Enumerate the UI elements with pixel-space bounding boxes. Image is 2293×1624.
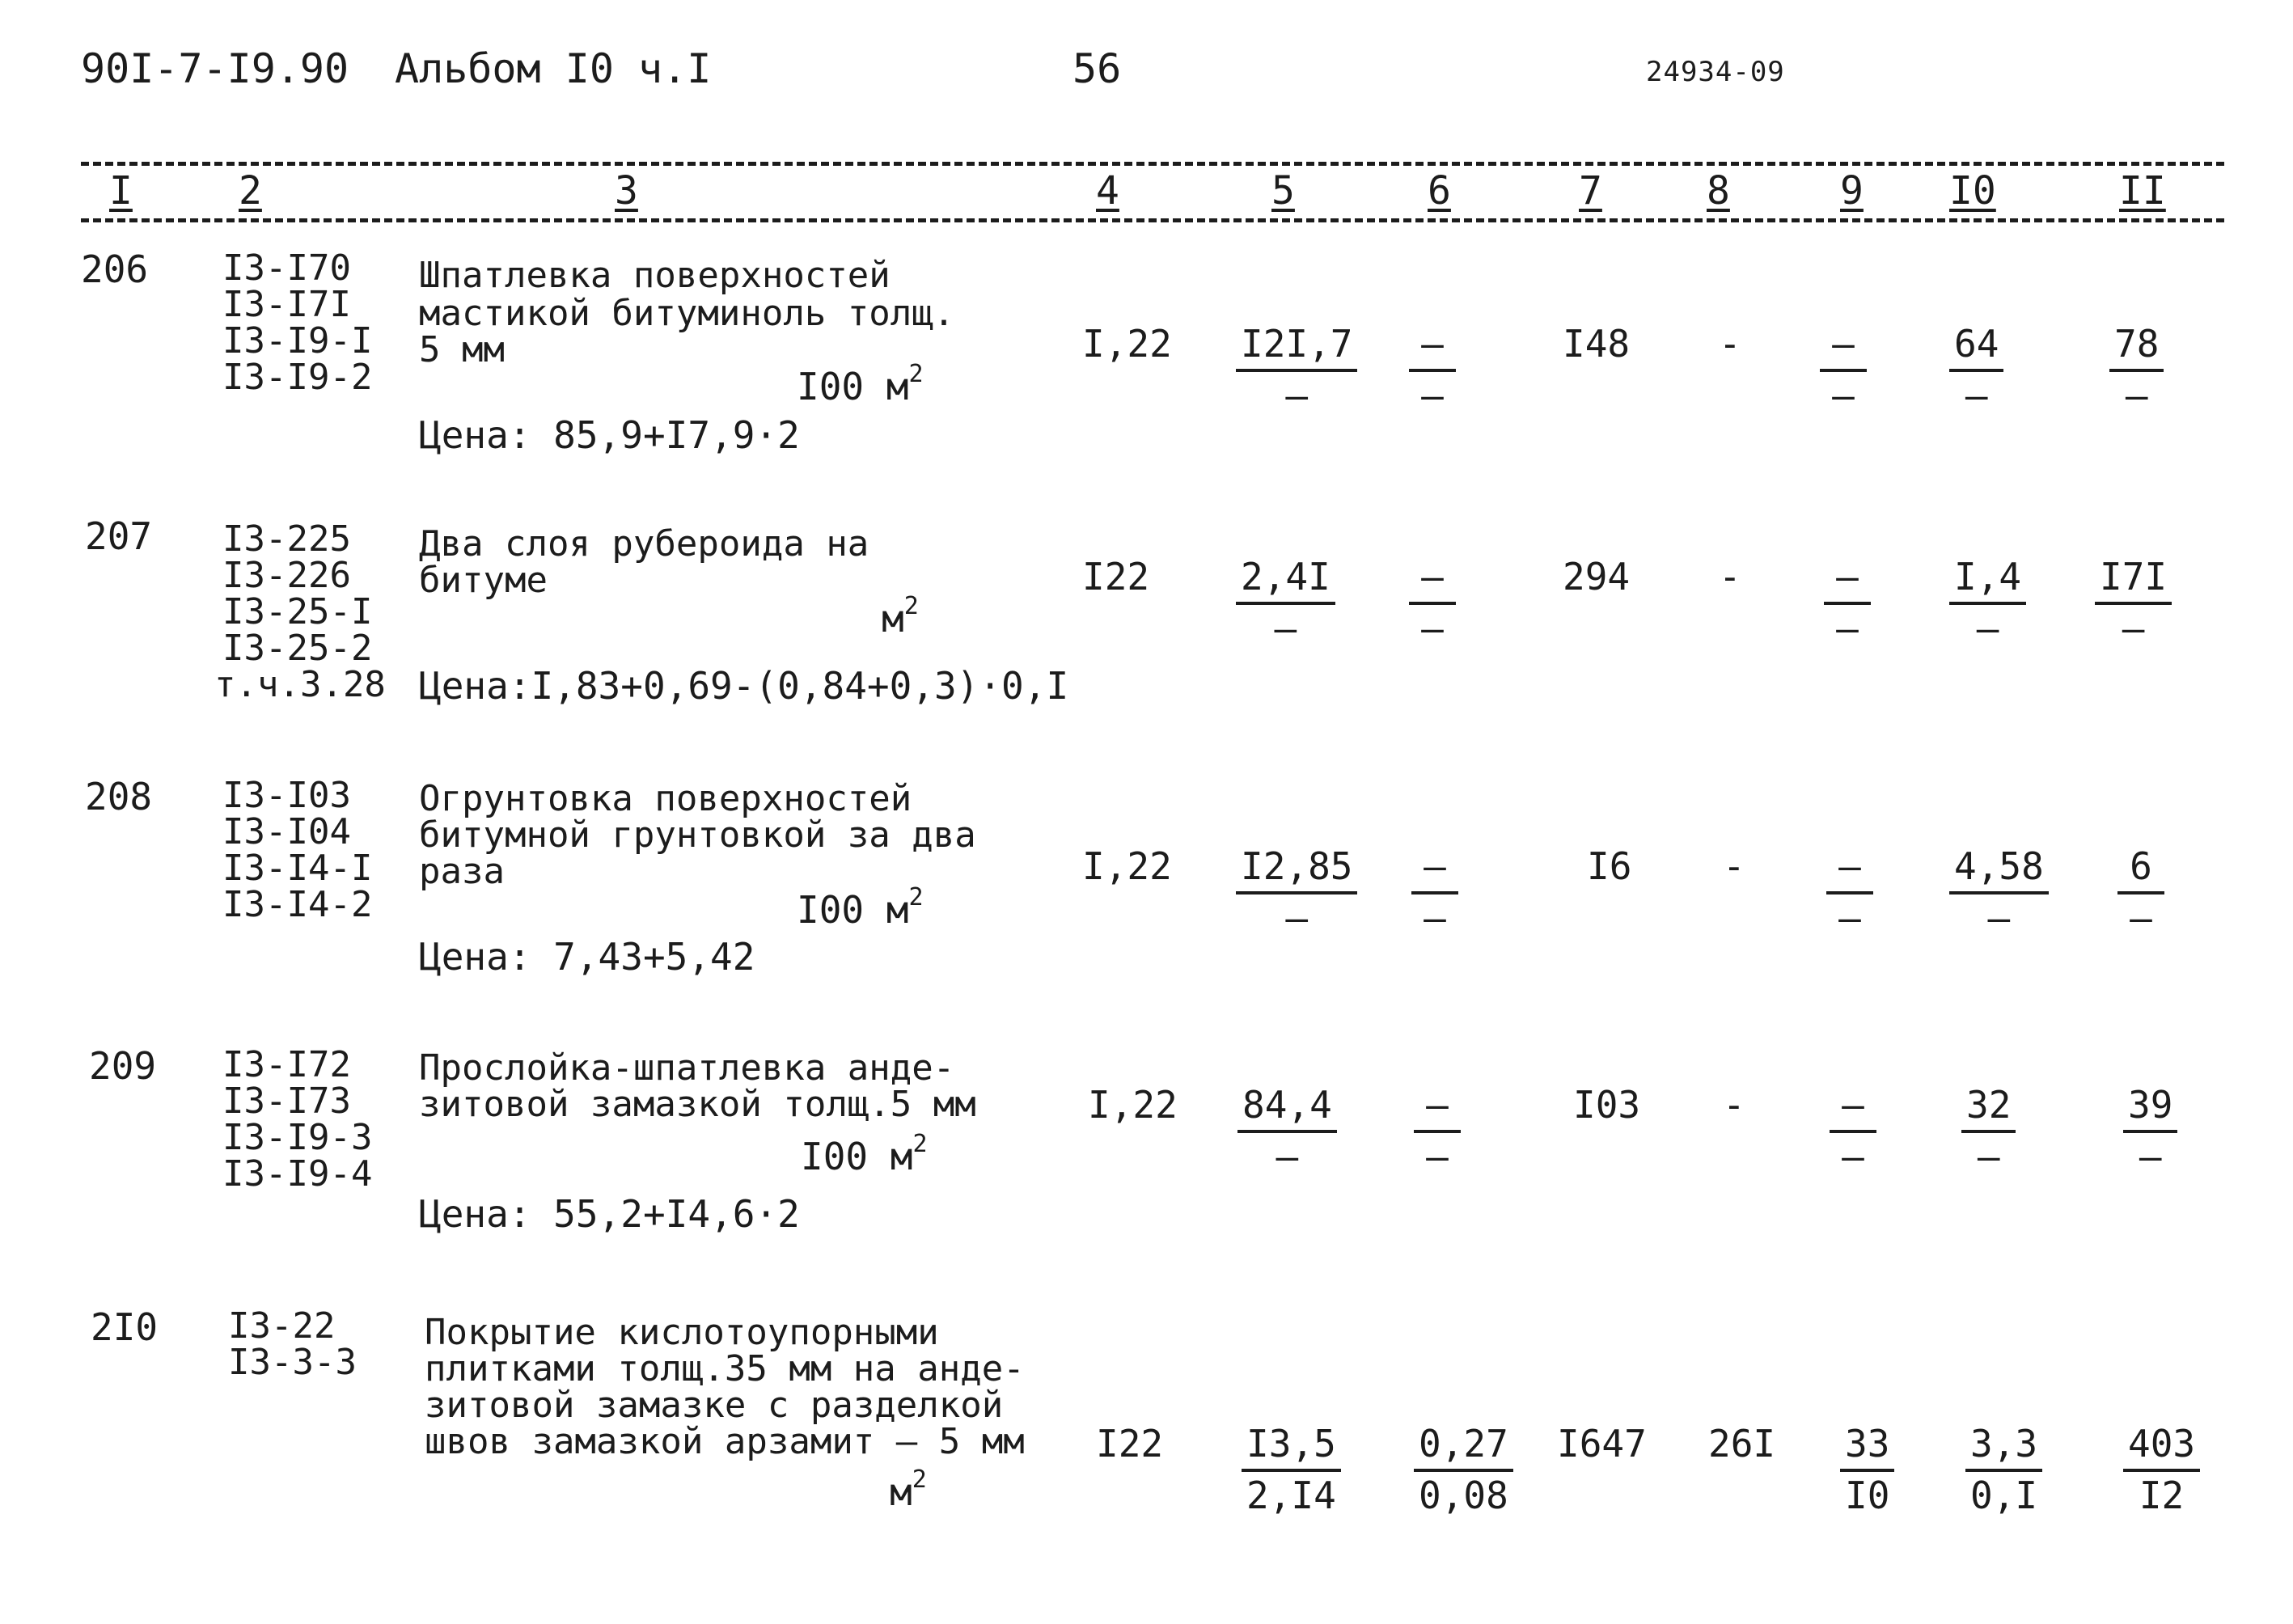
description-line: Прослойка-шпатлевка анде- (419, 1047, 955, 1089)
col8-value: - (1719, 322, 1741, 366)
code: I3-I4-2 (222, 884, 373, 925)
description-line: битумной грунтовкой за два (419, 814, 976, 856)
col7-value: I647 (1557, 1422, 1647, 1465)
col11-fraction: I7I – (2095, 558, 2172, 647)
price-formula: Цена: 85,9+I7,9·2 (419, 413, 800, 457)
col9-fraction: $\frac{33}{I0}$ (1840, 1425, 1894, 1514)
col4-value: I,22 (1082, 844, 1172, 888)
header-rule-bottom (81, 218, 2224, 222)
code: I3-22 (228, 1305, 336, 1347)
unit: $м^2$ (882, 592, 919, 641)
col7-value: 294 (1563, 555, 1631, 598)
code: I3-I72 (222, 1044, 351, 1085)
row-number: 207 (85, 514, 153, 558)
col11-fraction: 39 – (2123, 1086, 2177, 1175)
col10-fraction: 32 – (1961, 1086, 2016, 1175)
code: I3-I9-I (222, 320, 373, 362)
row-number: 206 (81, 247, 149, 291)
description-line: Покрытие кислотоупорными (425, 1312, 939, 1353)
column-header-10: I0 (1949, 168, 1996, 214)
col9-fraction: – – (1826, 848, 1873, 937)
code: I3-3-3 (228, 1342, 357, 1383)
description-line: 5 мм (419, 329, 505, 370)
code: I3-I04 (222, 811, 351, 852)
description-line: мастикой битуминоль толщ. (419, 293, 955, 334)
col5-fraction: 84,4 – (1237, 1086, 1337, 1175)
code: т.ч.3.28 (214, 664, 386, 705)
column-header-3: 3 (615, 168, 638, 214)
col9-fraction: – – (1824, 558, 1871, 647)
description-line: зитовой замазке с разделкой (425, 1385, 1004, 1426)
column-header-5: 5 (1271, 168, 1295, 214)
price-formula: Цена:I,83+0,69-(0,84+0,3)·0,I (419, 664, 1069, 708)
col6-fraction: – – (1414, 1086, 1461, 1175)
price-formula: Цена: 55,2+I4,6·2 (419, 1192, 800, 1236)
code: I3-I9-3 (222, 1117, 373, 1158)
col5-fraction: I2,85 – (1236, 848, 1357, 937)
col6-fraction: $\frac{0,27}{0,08}$ (1414, 1425, 1513, 1514)
column-header-2: 2 (239, 168, 262, 214)
col8-value: - (1723, 844, 1745, 888)
header-rule-top (81, 162, 2224, 166)
description-line: плитками толщ.35 мм на анде- (425, 1348, 1025, 1389)
archive-stamp: 24934-09 (1646, 56, 1785, 88)
col6-fraction: – – (1409, 325, 1456, 414)
col8-value: 26I (1708, 1422, 1776, 1465)
description-line: зитовой замазкой толщ.5 мм (419, 1084, 976, 1125)
col5-fraction: I2I,7 – (1236, 325, 1357, 414)
document-code: 90I-7-I9.90 (81, 45, 349, 92)
code: I3-I70 (222, 247, 351, 289)
col4-value: I22 (1082, 555, 1150, 598)
code: I3-I03 (222, 775, 351, 816)
col7-value: I03 (1573, 1083, 1641, 1127)
code: I3-I7I (222, 284, 351, 325)
price-formula: Цена: 7,43+5,42 (419, 935, 755, 979)
col11-fraction: 78 – (2109, 325, 2164, 414)
col5-fraction: 2,4I – (1236, 558, 1335, 647)
description-line: битуме (419, 560, 548, 601)
column-header-7: 7 (1579, 168, 1602, 214)
col11-fraction: $\frac{403}{I2}$ (2123, 1425, 2200, 1514)
description-line: Два слоя рубероида на (419, 523, 869, 565)
page-number: 56 (1072, 45, 1122, 92)
col7-value: I6 (1587, 844, 1632, 888)
col4-value: I,22 (1088, 1083, 1178, 1127)
column-header-6: 6 (1428, 168, 1451, 214)
col6-fraction: – – (1411, 848, 1458, 937)
code: I3-225 (222, 518, 351, 560)
col11-fraction: 6 – (2117, 848, 2164, 937)
column-header-1: I (109, 168, 133, 214)
unit: I00 $м^2$ (797, 360, 924, 408)
col4-value: I,22 (1082, 322, 1172, 366)
column-header-11: II (2119, 168, 2166, 214)
col4-value: I22 (1096, 1422, 1164, 1465)
col6-fraction: – – (1409, 558, 1456, 647)
row-number: 209 (89, 1044, 157, 1088)
description-line: Огрунтовка поверхностей (419, 778, 912, 819)
col10-fraction: I,4 – (1949, 558, 2026, 647)
col7-value: I48 (1563, 322, 1631, 366)
unit: $м^2$ (890, 1465, 927, 1514)
unit: I00 $м^2$ (801, 1130, 928, 1178)
description-line: раза (419, 851, 505, 892)
code: I3-I4-I (222, 848, 373, 889)
unit: I00 $м^2$ (797, 883, 924, 932)
col5-fraction: $\frac{I3,5}{2,I4}$ (1242, 1425, 1341, 1514)
row-number: 208 (85, 775, 153, 818)
col9-fraction: – – (1820, 325, 1867, 414)
col9-fraction: – – (1830, 1086, 1876, 1175)
code: I3-226 (222, 555, 351, 596)
column-header-8: 8 (1707, 168, 1730, 214)
code: I3-25-2 (222, 628, 373, 669)
code: I3-25-I (222, 591, 373, 632)
album-label: Альбом I0 ч.I (395, 45, 712, 92)
column-header-4: 4 (1096, 168, 1119, 214)
code: I3-I9-2 (222, 357, 373, 398)
col10-fraction: 4,58 – (1949, 848, 2049, 937)
code: I3-I9-4 (222, 1153, 373, 1195)
col8-value: - (1719, 555, 1741, 598)
col10-fraction: 64 – (1949, 325, 2003, 414)
col8-value: - (1723, 1083, 1745, 1127)
description-line: швов замазкой арзамит – 5 мм (425, 1421, 1025, 1462)
code: I3-I73 (222, 1081, 351, 1122)
col10-fraction: $\frac{3,3}{0,I}$ (1965, 1425, 2042, 1514)
column-header-9: 9 (1840, 168, 1864, 214)
description-line: Шпатлевка поверхностей (419, 255, 891, 296)
row-number: 2I0 (91, 1305, 159, 1349)
